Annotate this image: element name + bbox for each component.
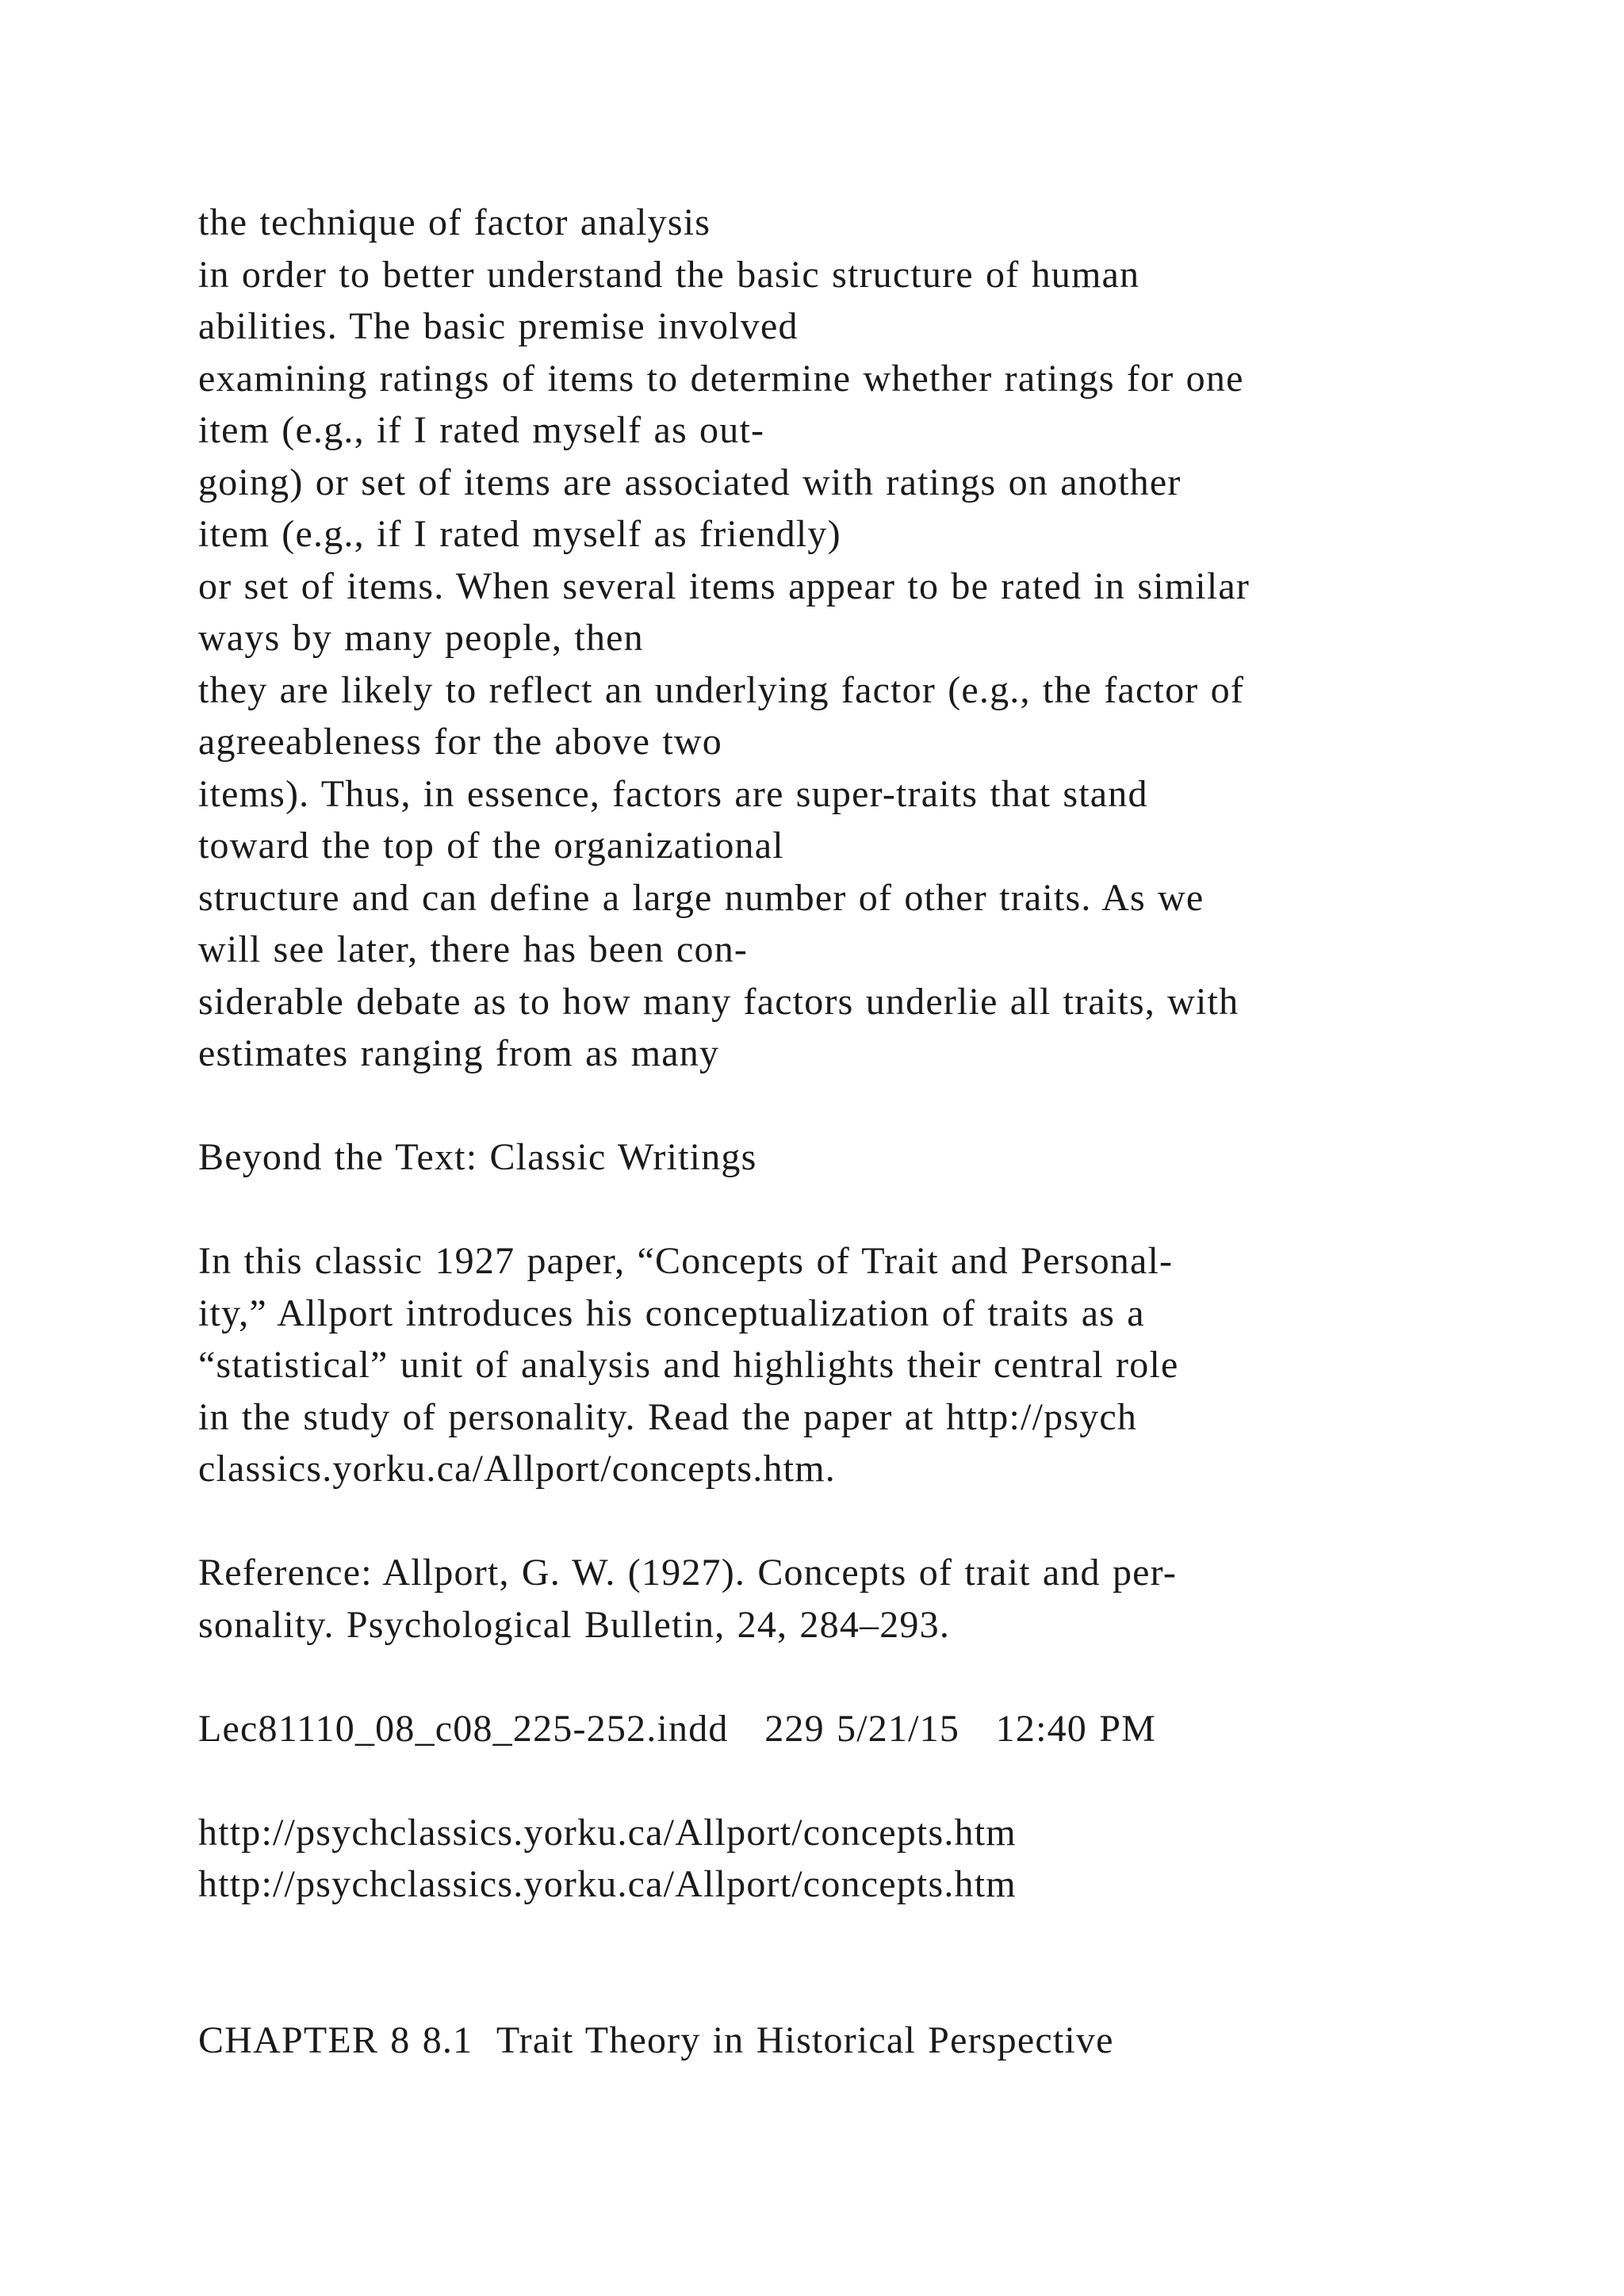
sidebar-line: In this classic 1927 paper, “Concepts of Trait and Personal- [198, 1240, 1174, 1282]
running-header [198, 2015, 1562, 2067]
paragraph-line: will see later, there has been con- [198, 928, 749, 970]
paragraph-line: agreeableness for the above two [198, 721, 722, 763]
link-list [198, 1807, 1562, 1911]
body-paragraph [198, 197, 1562, 1080]
spacer [198, 1911, 1562, 2015]
sidebar-heading [198, 1131, 1562, 1184]
paragraph-line: items). Thus, in essence, factors are super-traits that stand [198, 772, 1148, 815]
spacer [198, 1184, 1562, 1236]
paragraph-line: ways by many people, then [198, 617, 644, 659]
url-link[interactable]: http://psychclassics.yorku.ca/Allport/concepts.htm [198, 1863, 1017, 1905]
url-link[interactable]: http://psychclassics.yorku.ca/Allport/concepts.htm [198, 1811, 1017, 1854]
spacer [198, 1651, 1562, 1703]
spacer [198, 1080, 1562, 1132]
reference-line: sonality. Psychological Bulletin, 24, 284–293. [198, 1603, 951, 1646]
sidebar-paragraph [198, 1235, 1562, 1495]
sidebar-line: classics.yorku.ca/Allport/concepts.htm. [198, 1448, 836, 1490]
paragraph-line: they are likely to reflect an underlying factor (e.g., the factor of [198, 668, 1245, 711]
paragraph-line: item (e.g., if I rated myself as friendly) [198, 513, 841, 555]
paragraph-line: structure and can define a large number of other traits. As we [198, 876, 1205, 919]
paragraph-line: estimates ranging from as many [198, 1032, 720, 1074]
reference-line: Reference: Allport, G. W. (1927). Concepts of trait and per- [198, 1552, 1178, 1594]
paragraph-line: the technique of factor analysis [198, 201, 711, 243]
sidebar-line: in the study of personality. Read the paper at http://psych [198, 1395, 1138, 1438]
paragraph-line: examining ratings of items to determine whether ratings for one [198, 357, 1244, 400]
paragraph-line: or set of items. When several items appear to be rated in similar [198, 564, 1251, 607]
spacer [198, 1495, 1562, 1548]
spacer [198, 1755, 1562, 1807]
paragraph-line: going) or set of items are associated with ratings on another [198, 461, 1182, 503]
sidebar-heading-text: Beyond the Text: Classic Writings [198, 1136, 757, 1178]
paragraph-line: abilities. The basic premise involved [198, 305, 799, 347]
paragraph-line: toward the top of the organizational [198, 825, 784, 867]
paragraph-line: siderable debate as to how many factors underlie all traits, with [198, 980, 1239, 1023]
reference-block [198, 1547, 1562, 1651]
paragraph-line: item (e.g., if I rated myself as out- [198, 409, 765, 451]
sidebar-line: “statistical” unit of analysis and highlights their central role [198, 1344, 1179, 1386]
file-info [198, 1703, 1562, 1755]
paragraph-line: in order to better understand the basic structure of human [198, 253, 1140, 296]
document-page [198, 197, 1562, 2066]
running-header-text: CHAPTER 8 8.1 Trait Theory in Historical Perspective [198, 2019, 1114, 2061]
file-info-text: Lec81110_08_c08_225-252.indd 229 5/21/15 12:40 PM [198, 1707, 1156, 1750]
sidebar-line: ity,” Allport introduces his conceptualization of traits as a [198, 1292, 1145, 1334]
